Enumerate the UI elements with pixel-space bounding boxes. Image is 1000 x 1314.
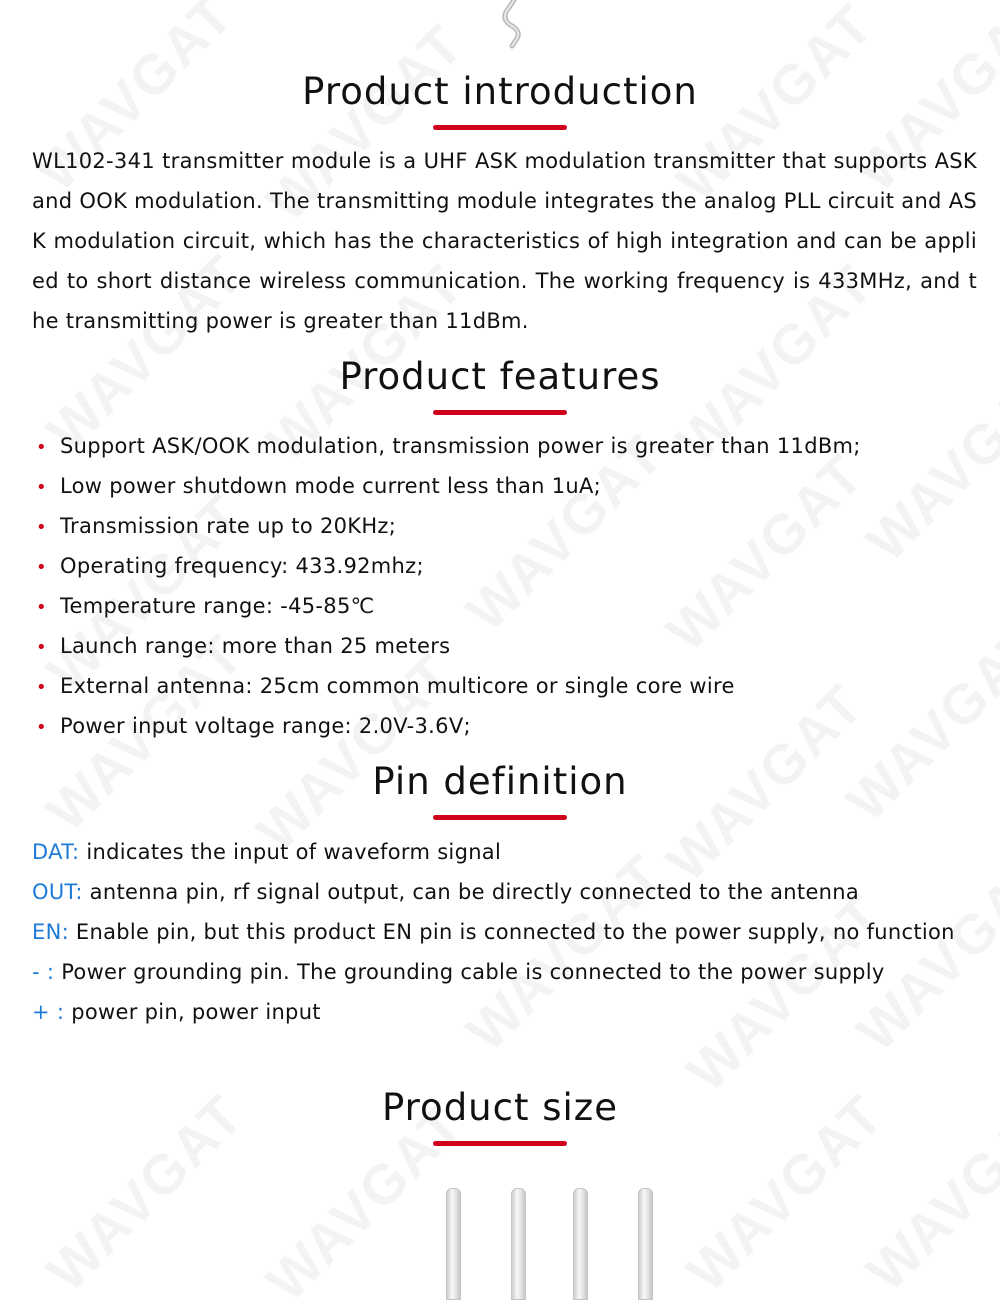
list-item [32, 832, 972, 872]
pins-title-underline [433, 815, 567, 820]
feature-text: Launch range: more than 25 meters [60, 634, 451, 658]
bullet-icon: • [36, 717, 47, 738]
bullet-icon: • [36, 637, 47, 658]
pin-label: OUT: [32, 880, 83, 904]
pin-image [573, 1188, 588, 1300]
bullet-icon: • [36, 677, 47, 698]
feature-text: Operating frequency: 433.92mhz; [60, 554, 424, 578]
list-item [36, 506, 861, 546]
bullet-icon: • [36, 557, 47, 578]
pin-description: indicates the input of waveform signal [79, 840, 502, 864]
intro-paragraph: WL102-341 transmitter module is a UHF ASK modulation transmitter that supports ASK and OOK modulation. The transmitting module integrates the analog PLL circuit and ASK modulation circuit, which has the characteristics of high integration and can be applied to short distance wireless communication. The working frequency is 433MHz, and the transmitting power is greater than 11dBm. [32, 149, 977, 333]
list-item [36, 666, 861, 706]
bullet-icon: • [36, 477, 47, 498]
list-item [36, 586, 861, 626]
intro-title-underline [433, 125, 567, 130]
pin-label: EN: [32, 920, 69, 944]
bullet-icon: • [36, 597, 47, 618]
bullet-icon: • [36, 517, 47, 538]
features-title: Product features [339, 355, 661, 398]
pins-title: Pin definition [372, 760, 628, 803]
pin-description: Enable pin, but this product EN pin is connected to the power supply, no function [68, 920, 955, 944]
pin-description: power pin, power input [64, 1000, 321, 1024]
features-title-underline [433, 410, 567, 415]
list-item [32, 992, 972, 1032]
feature-text: External antenna: 25cm common multicore or single core wire [60, 674, 735, 698]
list-item [36, 466, 861, 506]
pin-label: + : [32, 1000, 65, 1024]
feature-text: Low power shutdown mode current less than 1uA; [60, 474, 602, 498]
pin-label: DAT: [32, 840, 80, 864]
list-item [32, 912, 972, 952]
pin-image [446, 1188, 461, 1300]
pin-description: antenna pin, rf signal output, can be directly connected to the antenna [82, 880, 860, 904]
pin-label: - : [32, 960, 55, 984]
antenna-wire-image [492, 0, 532, 50]
pin-image [511, 1188, 526, 1300]
features-list [36, 426, 861, 746]
intro-title: Product introduction [302, 70, 698, 113]
list-item [36, 706, 861, 746]
feature-text: Temperature range: -45-85℃ [60, 594, 375, 618]
feature-text: Support ASK/OOK modulation, transmission power is greater than 11dBm; [60, 434, 861, 458]
list-item [36, 426, 861, 466]
list-item [32, 872, 972, 912]
size-title-underline [433, 1141, 567, 1146]
pin-definition-list [32, 832, 972, 1032]
pin-image [638, 1188, 653, 1300]
feature-text: Transmission rate up to 20KHz; [60, 514, 397, 538]
pin-description: Power grounding pin. The grounding cable is connected to the power supply [54, 960, 885, 984]
size-title: Product size [382, 1086, 618, 1129]
list-item [36, 546, 861, 586]
list-item [32, 952, 972, 992]
feature-text: Power input voltage range: 2.0V-3.6V; [60, 714, 471, 738]
bullet-icon: • [36, 437, 47, 458]
list-item [36, 626, 861, 666]
product-pins-image [0, 1180, 1000, 1286]
